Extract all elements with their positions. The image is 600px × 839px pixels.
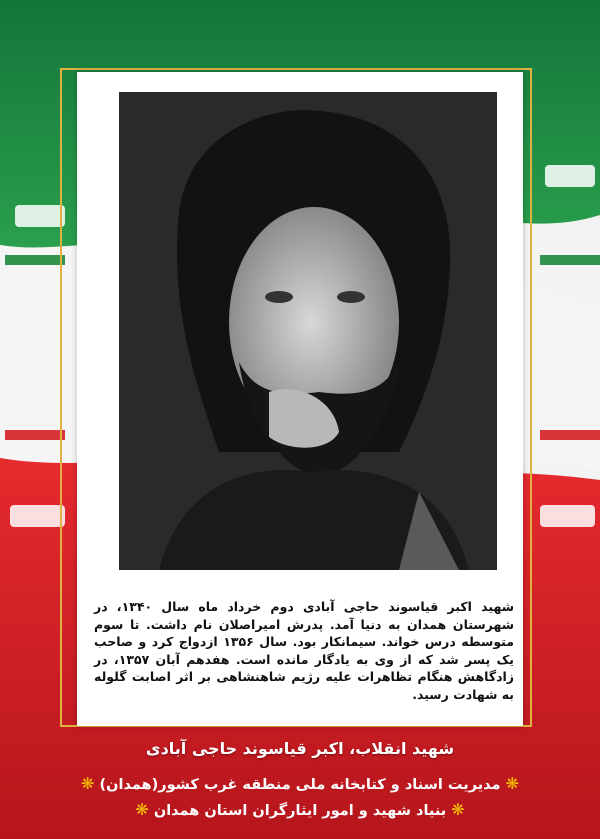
biography-text: شهید اکبر قیاسوند حاجی آبادی دوم خرداد ماه سال ۱۳۴۰، در شهرستان همدان به دنیا آمد. پدرش امیراصلان نام داشت. تا سوم متوسطه درس خواند. سیمانکار بود. سال ۱۳۵۶ ازدواج کرد و صاحب یک پسر شد که از وی به یادگار مانده است. هفدهم آبان ۱۳۵۷، در زادگاهش هنگام تظاهرات علیه رژیم شاهنشاهی بر اثر اصابت گلوله به شهادت رسید. (94, 599, 515, 702)
ornament-icon: ❋ (135, 800, 149, 819)
martyr-name-title: شهید انقلاب، اکبر قیاسوند حاجی آبادی (145, 739, 455, 758)
ornament-icon: ❋ (505, 774, 519, 793)
credit-text-2: بنیاد شهید و امور ایثارگران استان همدان (153, 803, 447, 819)
credit-line-1 (0, 774, 600, 793)
portrait-photo (119, 92, 497, 570)
ornament-icon: ❋ (451, 800, 465, 819)
ornament-icon: ❋ (81, 774, 95, 793)
credit-text-1: مدیریت اسناد و کتابخانه ملی منطقه غرب کشور(همدان) (99, 777, 501, 793)
credit-line-2 (0, 800, 600, 819)
